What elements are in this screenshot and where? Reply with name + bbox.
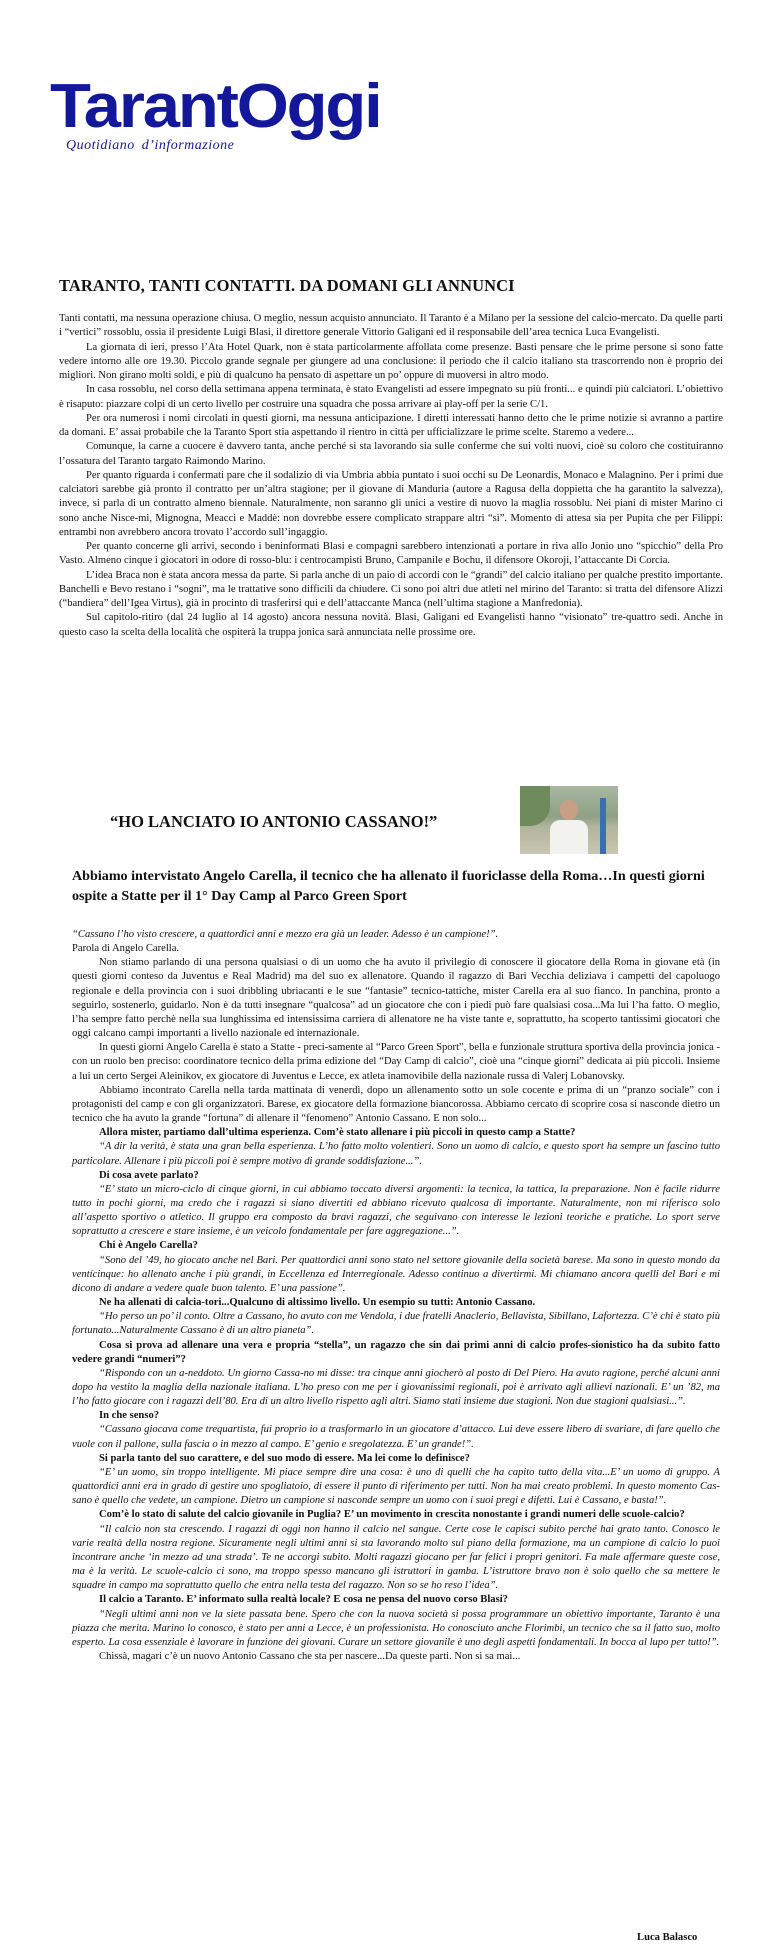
author-signature: Luca Balasco	[637, 1932, 698, 1943]
interview-answer: “Rispondo con un a-neddoto. Un giorno Cassa-no mi disse: tra cinque anni giocherò al posto di Del Piero. Ha avuto ragione, perché alcuni anni dopo ha vestito la maglia della nazionale italiana. L’ho preso con me per i giovanissimi regionali, poi è arrivato agli allievi nazionali. E’ un ’82, ma l’ho fatto giocare con i ragazzi dell’80. Era di un altro livello rispetto agli altri. Siamo stati insieme due stagioni. Non due stagioni qualsiasi...”.	[72, 1367, 720, 1408]
interview-answer: “E’ un uomo, sin troppo intelligente. Mi piace sempre dire una cosa: è uno di quelli che ha capito tutto della vita...E’ un uomo di gruppo. A quattordici anni era in grado di gestire uno spogliatoio, di essere il punto di riferimento per tutti. Non ha mai creato problemi. In questo momento Cas-sano è quello che vedete, un campione. Dietro un campione si nasconde sempre un uomo con i suoi pregi e difetti. Lui è Cassano, e basta!”.	[72, 1466, 720, 1507]
article2-subtitle: Abbiamo intervistato Angelo Carella, il tecnico che ha allenato il fuoriclasse della Roma…In questi giorni ospite a Statte per il 1° Day Camp al Parco Green Sport	[72, 868, 705, 904]
article1-paragraph: L’idea Braca non è stata ancora messa da parte. Si parla anche di un paio di accordi con le “grandi” del calcio italiano per qualche prestito importante. Banchelli e Bevo restano i “sogni”, ma le trattative sono difficili da chiudere. Ci sono poi altri due atleti nel mirino del Taranto: si tratta del difensore Alizzi (“bandiera” dell’Igea Virtus), già in procinto di trasferirsi qui e dell’attaccante Manca (nell’ultima stagione a Manfredonia).	[59, 569, 723, 609]
masthead	[50, 72, 470, 162]
article1-paragraph: Per quanto concerne gli arrivi, secondo i beninformati Blasi e compagni sarebbero intenzionati a portare in riva allo Jonio uno “spicchio” della Pro Vasto. Almeno cinque i giocatori in odore di rosso-blu: i centrocampisti Bruno, Campanile e Bochu, il difensore Okoroji, l’attaccante Di Corcia.	[59, 541, 723, 567]
attribution: Parola di Angelo Carella.	[72, 943, 180, 955]
article1-paragraph: Sul capitolo-ritiro (dal 24 luglio al 14 agosto) ancora nessuna novità. Blasi, Galigani ed Evangelisti hanno “visionato” tre-quattro sedi. Anche in questo caso la scelta della località che ospiterà la truppa jonica sarà annunciata nelle prossime ore.	[59, 612, 723, 638]
masthead-logo: TarantOggi	[50, 72, 381, 141]
article1-title: TARANTO, TANTI CONTATTI. DA DOMANI GLI ANNUNCI	[59, 276, 515, 295]
intro-paragraph: In questi giorni Angelo Carella è stato a Statte - preci-samente al “Parco Green Sport”, bella e funzionale struttura sportiva della provincia jonica - con un ruolo ben preciso: coordinatore tecnico della prima edizione del “Day Camp di calcio”, cioè una “cinque giorni” dedicata ai più piccoli. Insieme a lui un certo Sergei Aleinikov, ex giocatore di Juventus e Lecce, ex atleta inamovibile della nazionale russa di Valerj Lobanovsky.	[72, 1042, 720, 1082]
article1-paragraph: Tanti contatti, ma nessuna operazione chiusa. O meglio, nessun acquisto annunciato. Il Taranto è a Milano per la sessione del calcio-mercato. Da quelle parti i “vertici” rossoblu, ossia il presidente Luigi Blasi, il direttore generale Vittorio Galigani ed il responsabile dell’area tecnica Luca Evangelisti.	[59, 313, 723, 339]
intro-paragraph: Abbiamo incontrato Carella nella tarda mattinata di venerdì, dopo un allenamento sotto un sole cocente e prima di un “pranzo sociale” con i protagonisti del camp e con gli organizzatori. Barese, ex giocatore della formazione biancorossa. Abbiamo cercato di scoprire cosa si nasconde dietro un tecnico che ha avuto la grande “fortuna” di allenare il “fenomeno” Antonio Cassano. E non solo...	[72, 1084, 720, 1125]
carella-photo	[520, 786, 618, 854]
photo-person-body	[550, 820, 588, 854]
interview-question: Com’è lo stato di salute del calcio giovanile in Puglia? E’ un movimento in crescita nonostante i grandi numeri delle scuole-calcio?	[99, 1509, 685, 1521]
article2-body	[72, 928, 720, 1664]
closing-line: Chissà, magari c’è un nuovo Antonio Cassano che sta per nascere...Da queste parti. Non si sa mai...	[99, 1650, 521, 1662]
interview-question: In che senso?	[99, 1410, 160, 1422]
interview-question: Allora mister, partiamo dall’ultima esperienza. Com’è stato allenare i più piccoli in questo camp a Statte?	[99, 1127, 576, 1139]
interview-question: Ne ha allenati di calcia-tori...Qualcuno di altissimo livello. Un esempio su tutti: Antonio Cassano.	[99, 1297, 536, 1309]
interview-question: Chi è Angelo Carella?	[99, 1240, 198, 1252]
article1-paragraph: Per ora numerosi i nomi circolati in questi giorni, ma nessuna anticipazione. I diretti interessati hanno detto che le prime notizie si avranno a partire da domani. E’ assai probabile che la Taranto Sport stia aspettando il rientro in città per ufficializzare le prime scelte. Staremo a vedere...	[59, 412, 723, 438]
opening-quote: “Cassano l’ho visto crescere, a quattordici anni e mezzo era già un leader. Adesso è un campione!”.	[72, 929, 499, 940]
article1-paragraph: In casa rossoblu, nel corso della settimana appena terminata, è stato Evangelisti ad essere impegnato su più fronti... e quindi più calciatori. L’obiettivo è risaputo: piazzare colpi di un certo livello per costruire una squadra che possa arrivare ai play-off per la serie C/1.	[59, 384, 723, 410]
article2-title: “HO LANCIATO IO ANTONIO CASSANO!”	[110, 812, 438, 831]
interview-answer: “Sono del ’49, ho giocato anche nel Bari. Per quattordici anni sono stato nel settore giovanile della società barese. Ma sono in questo mondo da ventícinque: ho allenato anche i più grandi, in Eccellenza ed Interregionale. Adesso continuo a divertirmi. Mi chiamano ancora quelli del Bari e mi dicono di andare a vedere quale buon talento. E’ una passione”.	[72, 1254, 720, 1294]
interview-answer: “A dir la verità, è stata una gran bella esperienza. L’ho fatto molto volentieri. Sono un uomo di calcio, e questo sport ha sempre un fascino tutto particolare. Allenare i più piccoli poi è sempre motivo di grande soddisfazione...”.	[72, 1141, 720, 1167]
interview-answer: “Il calcio non sta crescendo. I ragazzi di oggi non hanno il calcio nel sangue. Certe cose le capisci subito perché hai grato tanto. Conosco le varie realtà della nostra regione. Sicuramente negli ultimi anni si sta lavorando molto sul piano della formazione, ma un campione di calcio lo puoi incontrare anche ‘in mezzo ad una strada’. Te ne accorgi subito. Molti ragazzi giocano per far felici i propri genitori. Fa male affermare queste cose, ma è la verità. Le scuole-calcio ci sono, ma troppo spesso mancano gli istruttori in gamba. L’istruttore bravo non è solo quello che sa mettere le squadre in campo ma soprattutto quello che entra nella testa del ragazzo. Non so se ho reso l’idea”.	[72, 1523, 720, 1592]
interview-answer: “Cassano giocava come trequartista, fui proprio io a trasformarlo in un giocatore d’attacco. Lui deve essere libero di svariare, di fare quello che vuole con il pallone, sulla fascia o in mezzo al campo. E’ genio e sregolatezza. E’ un grande!”.	[72, 1424, 720, 1450]
article1-paragraph: La giornata di ieri, presso l’Ata Hotel Quark, non è stata particolarmente affollata come presenze. Basti pensare che le prime persone si sono fatte vedere intorno alle ore 19.30. Piccolo grande segnale per giungere ad una conclusione: il periodo che il calcio italiano sta trascorrendo non è proprio dei migliori. Non girano molti soldi, e più di qualcuno ha pensato di aspettare un po’ oppure di muoversi in altro modo.	[59, 341, 723, 381]
article1-paragraph: Per quanto riguarda i confermati pare che il sodalizio di via Umbria abbia puntato i suoi occhi su De Leonardis, Monaco e Malagnino. Per i primi due calciatori sarebbe già pronto il contratto per un’altra stagione; per il giovane di Manduria (autore a Ragusa della doppietta che ha garantito la salvezza), invece, si parla di un contratto almeno biennale. Naturalmente, non saranno gli unici a vestire di nuovo la maglia rossoblu. Nei piani di mister Marino ci sono anche Nisce-mi, Mignogna, Meacci e Maddè: non dovrebbe essere complicato strappare altri “sì”. Momento di attesa sia per Pupita che per Filippi: entrambi non avrebbero ancora trovato l’accordo sull’ingaggio.	[59, 469, 723, 538]
article1-body	[59, 312, 723, 640]
interview-question: Si parla tanto del suo carattere, e del suo modo di essere. Ma lei come lo definisce?	[99, 1452, 470, 1464]
interview-answer: “Negli ultimi anni non ve la siete passata bene. Spero che con la nuova società si possa programmare un obiettivo importante, Taranto è una piazza che merita. Marino lo conosco, è stato per anni a Lecce, è un professionista. Ho conosciuto anche Florimbi, un tecnico che sa il fatto suo, molto esperto. La cosa essenziale è lavorare in funzione dei giovani. Curare un settore giovanile è uno degli aspetti fondamentali. In bocca al lupo per tutto!”.	[72, 1608, 720, 1648]
photo-background-tree	[520, 786, 550, 826]
interview-question: Il calcio a Taranto. E’ informato sulla realtà locale? E cosa ne pensa del nuovo corso Blasi?	[99, 1594, 508, 1606]
photo-person-head	[560, 800, 578, 820]
photo-goal-post	[600, 798, 606, 854]
interview-answer: “Ho perso un po’ il conto. Oltre a Cassano, ho avuto con me Vendola, i due fratelli Anaclerio, Bellavista, Sibillano, Lafortezza. C’è chi è stato più fortunato...Naturalmente Cassano è di un altro pianeta”.	[72, 1311, 720, 1337]
interview-answer: “E’ stato un micro-ciclo di cinque giorni, in cui abbiamo toccato diversi argomenti: la tecnica, la tattica, la preparazione. Non è facile ridurre tutto in pochi giorni, ma credo che i ragazzi si siano divertiti ed abbiano ricevuto qualcosa di importante. Naturalmente, non mi riferisco solo all’aspetto sportivo o atletico. Il gruppo era composto da bravi ragazzi, che seguivano con interesse le lezioni teoriche e pratiche. Lo sport serve soprattutto a crescere e stare insieme, è un veicolo fondamentale per fare aggregazione...”.	[72, 1183, 720, 1238]
article1-paragraph: Comunque, la carne a cuocere è davvero tanta, anche perché si sta lavorando sia sulle conferme che sui volti nuovi, cioè su coloro che costituiranno l’ossatura del Taranto targato Raimondo Marino.	[59, 441, 723, 467]
intro-paragraph: Non stiamo parlando di una persona qualsiasi o di un uomo che ha avuto il privilegio di conoscere il giocatore della Roma in giovane età (in questi giorni conteso da Juventus e Real Madrid) ma del suo ex allenatore. Quando il ragazzo di Bari Vecchia deliziava i campetti del capoluogo regionale e della provincia con i suoi dribbling ubriacanti e le sue “fantasie” tecnico-tattiche, mister Carella era al suo fianco. In panchina, pronto a seguirlo, sostenerlo, guidarlo. Non è da tutti insegnare “qualcosa” ad un giocatore che con i piedi può fare qualsiasi cosa...Ma lui l’ha fatto. O meglio, l’ha sempre fatto perchè nella sua lunghissima ed intensissima carriera di allenatore ne ha viste tante e, soprattutto, ha scoperto tantissimi giocatori che oggi calcano campi importanti a livello nazionale ed internazionale.	[72, 957, 720, 1040]
masthead-tagline: Quotidiano d’informazione	[66, 138, 235, 153]
interview-question: Di cosa avete parlato?	[99, 1169, 199, 1181]
interview-question: Cosa si prova ad allenare una vera e propria “stella”, un ragazzo che sin dai primi anni di calcio profes-sionistico ha da subito fatto vedere grandi “numeri”?	[72, 1339, 720, 1365]
